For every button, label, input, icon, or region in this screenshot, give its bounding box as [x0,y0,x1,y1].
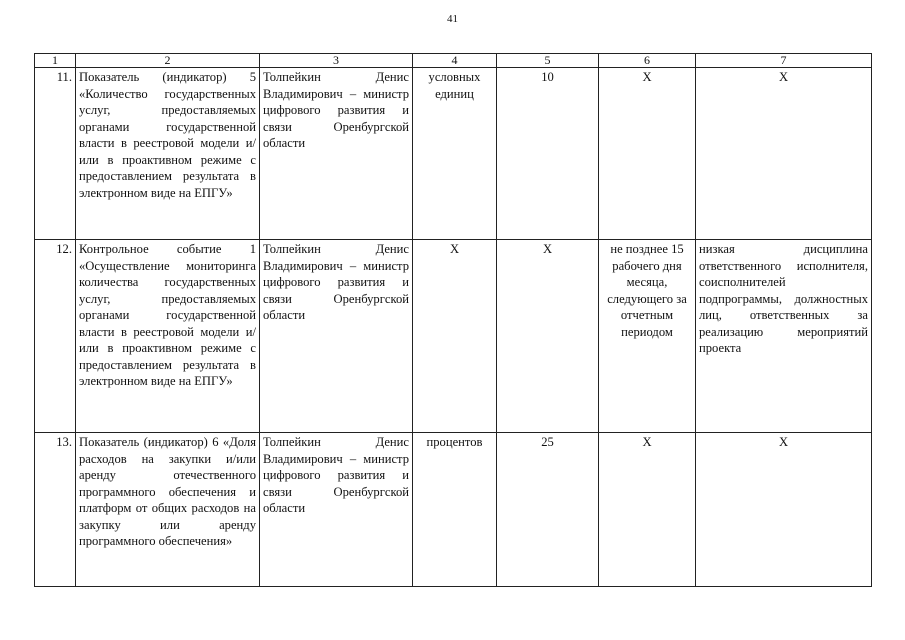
table-row [35,240,872,433]
page-number: 41 [447,13,458,25]
deadline-cell: Х [599,433,696,587]
risk-cell: низкая дисциплина ответственного исполнителя, соисполнителей подпрограммы, должностных лиц, ответственных за реализацию мероприятий проекта [696,240,872,433]
row-number: 13. [35,433,76,587]
table-row [35,68,872,240]
column-header: 1 [35,54,76,68]
value-cell: 10 [497,68,599,240]
table-row [35,433,872,587]
deadline-cell: Х [599,68,696,240]
table-header-row [35,54,872,68]
responsible-cell: Толпейкин Денис Владимирович – министр цифрового развития и связи Оренбургской области [260,433,413,587]
indicator-cell: Контрольное событие 1 «Осуществление мониторинга количества государственных услуг, предоставляемых органами государственной власти в реестровой модели и/или в проактивном режиме с предоставлением результата в электронном виде на ЕПГУ» [76,240,260,433]
row-number: 12. [35,240,76,433]
document-table [34,53,872,587]
column-header: 7 [696,54,872,68]
value-cell: 25 [497,433,599,587]
unit-cell: Х [413,240,497,433]
responsible-cell: Толпейкин Денис Владимирович – министр цифрового развития и связи Оренбургской области [260,68,413,240]
unit-cell: условных единиц [413,68,497,240]
row-number: 11. [35,68,76,240]
deadline-cell: не позднее 15 рабочего дня месяца, следующего за отчетным периодом [599,240,696,433]
column-header: 6 [599,54,696,68]
column-header: 5 [497,54,599,68]
value-cell: Х [497,240,599,433]
indicator-cell: Показатель (индикатор) 5 «Количество государственных услуг, предоставляемых органами государственной власти в реестровой модели и/или в проактивном режиме с предоставлением результата в электронном виде на ЕПГУ» [76,68,260,240]
column-header: 2 [76,54,260,68]
column-header: 4 [413,54,497,68]
column-header: 3 [260,54,413,68]
unit-cell: процентов [413,433,497,587]
responsible-cell: Толпейкин Денис Владимирович – министр цифрового развития и связи Оренбургской области [260,240,413,433]
risk-cell: Х [696,68,872,240]
indicator-cell: Показатель (индикатор) 6 «Доля расходов на закупки и/или аренду отечественного программного обеспечения и платформ от общих расходов на закупку или аренду программного обеспечения» [76,433,260,587]
risk-cell: Х [696,433,872,587]
